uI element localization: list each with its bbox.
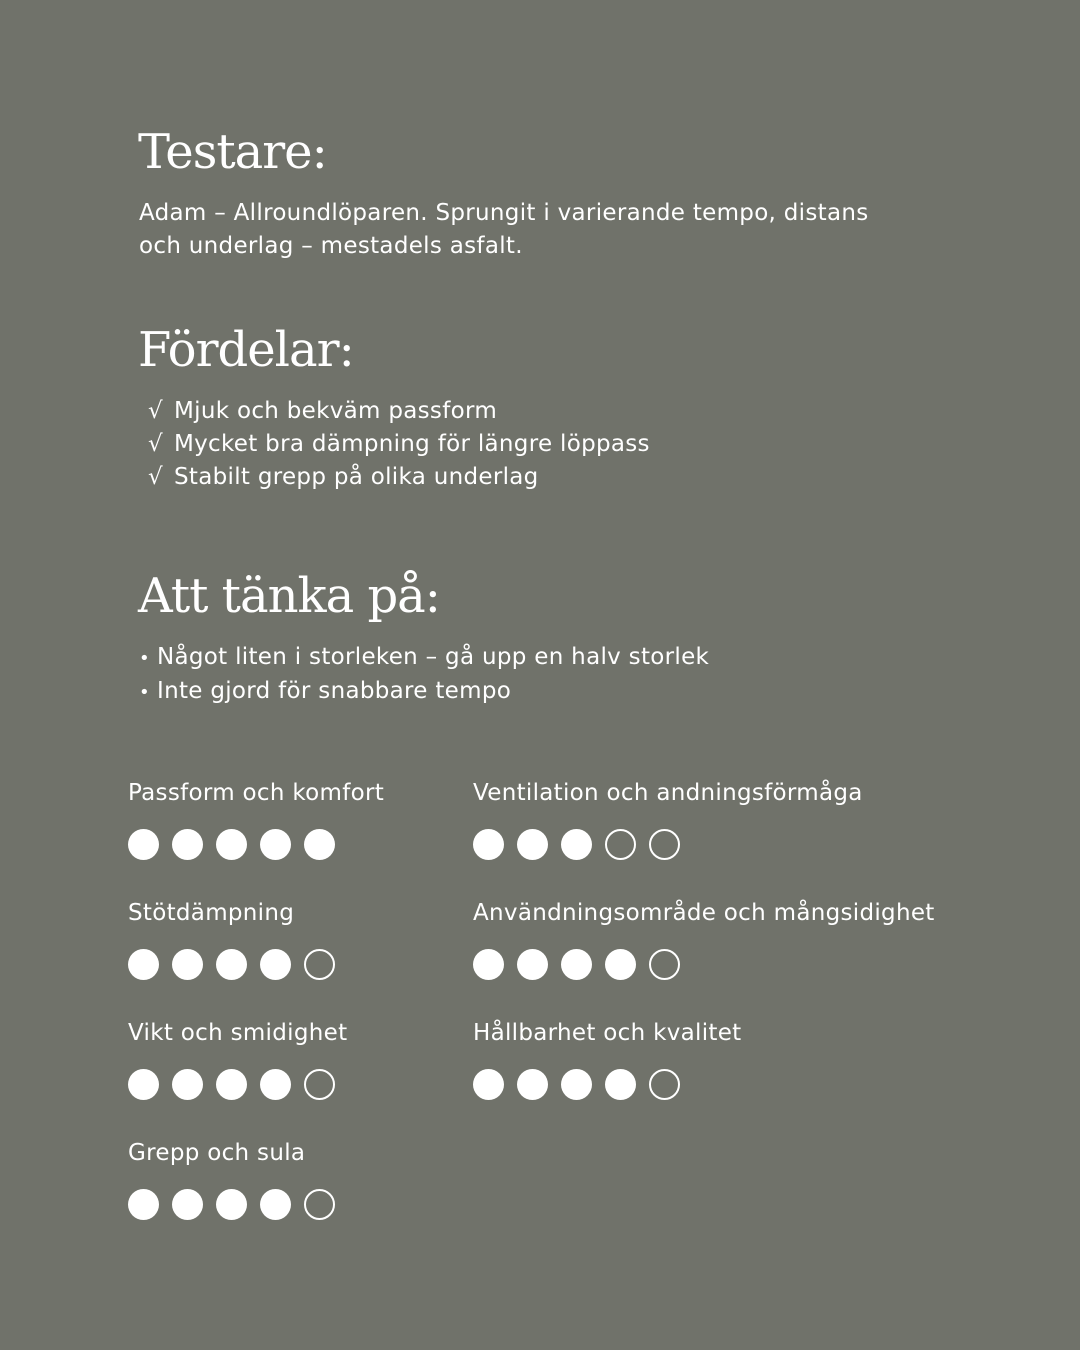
cons-list (139, 641, 709, 709)
empty-dot-icon (304, 1069, 335, 1100)
filled-dot-icon (172, 829, 203, 860)
rating-hallbarhet (473, 1019, 741, 1100)
filled-dot-icon (561, 949, 592, 980)
filled-dot-icon (128, 829, 159, 860)
filled-dot-icon (216, 829, 247, 860)
check-icon: √ (148, 464, 163, 490)
rating-label: Användningsområde och mångsidighet (473, 900, 935, 926)
filled-dot-icon (128, 1069, 159, 1100)
empty-dot-icon (304, 1189, 335, 1220)
rating-ventilation (473, 779, 863, 860)
rating-dots (128, 949, 348, 980)
pros-item (148, 395, 650, 428)
filled-dot-icon (561, 1069, 592, 1100)
rating-grepp (128, 1139, 348, 1220)
empty-dot-icon (649, 1069, 680, 1100)
pros-item-text: Mycket bra dämpning för längre löppass (174, 431, 650, 457)
rating-label: Grepp och sula (128, 1140, 306, 1166)
filled-dot-icon (260, 1189, 291, 1220)
filled-dot-icon (216, 949, 247, 980)
cons-item (139, 675, 709, 709)
tester-heading: Testare: (138, 124, 327, 180)
filled-dot-icon (473, 829, 504, 860)
filled-dot-icon (561, 829, 592, 860)
filled-dot-icon (128, 1189, 159, 1220)
rating-label: Ventilation och andningsförmåga (473, 780, 863, 806)
rating-label: Hållbarhet och kvalitet (473, 1020, 742, 1046)
pros-item-text: Mjuk och bekväm passform (174, 398, 498, 424)
rating-label: Passform och komfort (128, 780, 385, 806)
filled-dot-icon (172, 1069, 203, 1100)
bullet-icon: • (139, 648, 150, 669)
filled-dot-icon (517, 949, 548, 980)
filled-dot-icon (260, 829, 291, 860)
rating-vikt (128, 1019, 348, 1100)
empty-dot-icon (649, 829, 680, 860)
filled-dot-icon (517, 829, 548, 860)
filled-dot-icon (216, 1189, 247, 1220)
rating-dots (128, 1069, 348, 1100)
cons-item-text: Inte gjord för snabbare tempo (157, 678, 512, 704)
check-icon: √ (148, 431, 163, 457)
filled-dot-icon (517, 1069, 548, 1100)
filled-dot-icon (473, 1069, 504, 1100)
filled-dot-icon (128, 949, 159, 980)
tester-description (139, 197, 869, 263)
filled-dot-icon (216, 1069, 247, 1100)
pros-heading: Fördelar: (138, 322, 354, 378)
pros-item-text: Stabilt grepp på olika underlag (174, 464, 539, 490)
rating-dots (473, 829, 863, 860)
cons-item-text: Något liten i storleken – gå upp en halv storlek (157, 644, 710, 670)
empty-dot-icon (304, 949, 335, 980)
empty-dot-icon (605, 829, 636, 860)
empty-dot-icon (649, 949, 680, 980)
tester-line-1: Adam – Allroundlöparen. Sprungit i varierande tempo, distans (139, 200, 869, 226)
pros-item (148, 428, 650, 461)
pros-item (148, 461, 650, 494)
rating-passform (128, 779, 384, 860)
rating-stotdampning (128, 899, 348, 980)
filled-dot-icon (260, 1069, 291, 1100)
rating-dots (128, 829, 384, 860)
rating-dots (473, 949, 935, 980)
pros-list (148, 395, 650, 494)
rating-dots (473, 1069, 741, 1100)
filled-dot-icon (304, 829, 335, 860)
rating-label: Vikt och smidighet (128, 1020, 348, 1046)
bullet-icon: • (139, 682, 150, 703)
filled-dot-icon (172, 949, 203, 980)
filled-dot-icon (605, 949, 636, 980)
rating-anvandningsomrade (473, 899, 935, 980)
rating-label: Stötdämpning (128, 900, 295, 926)
filled-dot-icon (260, 949, 291, 980)
tester-line-2: och underlag – mestadels asfalt. (139, 233, 523, 259)
check-icon: √ (148, 398, 163, 424)
cons-heading: Att tänka på: (138, 568, 440, 624)
rating-dots (128, 1189, 348, 1220)
filled-dot-icon (605, 1069, 636, 1100)
filled-dot-icon (473, 949, 504, 980)
filled-dot-icon (172, 1189, 203, 1220)
cons-item (139, 641, 709, 675)
